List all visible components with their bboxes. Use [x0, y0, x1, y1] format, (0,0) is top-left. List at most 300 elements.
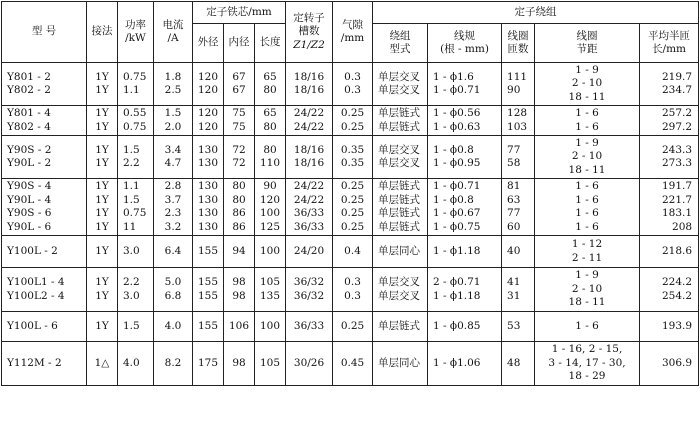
cell-line: 18/16	[293, 143, 325, 156]
cell-line: 0.45	[340, 356, 365, 369]
cell-line: 53	[507, 319, 521, 332]
header-slots: 定转子 槽数 Z1/Z2	[286, 2, 333, 63]
cell-line: 257.2	[662, 107, 693, 119]
cell-line: 1 - 9	[575, 136, 599, 149]
cell-inner-dia	[224, 179, 255, 236]
cell-power	[118, 179, 154, 236]
cell-line: 105	[259, 356, 281, 369]
cell-line: 3.7	[164, 193, 182, 206]
cell-line: 60	[507, 220, 521, 233]
cell-line: 单层链式	[378, 107, 421, 119]
cell-line: 86	[232, 207, 246, 219]
header-inner-dia: 内径	[224, 24, 255, 63]
cell-line: 130	[197, 180, 219, 192]
cell-line: 80	[263, 84, 277, 96]
cell-line: 1Y	[95, 319, 109, 332]
cell-line: 3 - 14, 17 - 30,	[548, 356, 626, 369]
cell-outer-dia	[193, 106, 224, 136]
cell-inner-dia	[224, 63, 255, 106]
cell-line: 1 - ϕ1.18	[433, 289, 481, 302]
cell-line: 单层链式	[378, 180, 421, 192]
cell-length	[255, 136, 286, 179]
cell-line: Y801 - 4	[7, 107, 51, 119]
cell-line: 单层链式	[378, 220, 421, 233]
cell-line: 1 - ϕ0.63	[433, 120, 481, 133]
table-row	[2, 136, 699, 179]
table-row	[2, 312, 699, 342]
cell-power	[118, 106, 154, 136]
cell-half-turn	[640, 179, 699, 236]
header-outer-dia: 外径	[193, 24, 224, 63]
cell-line: 98	[232, 276, 246, 288]
cell-line: Y90S - 6	[7, 207, 52, 219]
cell-line: 3.0	[123, 244, 140, 257]
cell-line: 4.0	[123, 356, 140, 369]
cell-line: 111	[507, 70, 528, 83]
cell-line: 18/16	[293, 70, 325, 83]
cell-line: 221.7	[662, 193, 693, 206]
cell-line: 36/33	[293, 220, 325, 233]
cell-line: 1Y	[95, 84, 109, 96]
cell-line: 1 - ϕ0.8	[433, 143, 474, 156]
cell-line: Y112M - 2	[7, 356, 62, 369]
cell-line: 1 - ϕ1.18	[433, 244, 481, 257]
cell-line: 1.1	[123, 180, 140, 192]
cell-line: 单层链式	[378, 319, 421, 332]
cell-line: 18/16	[293, 84, 325, 96]
cell-winding-type	[373, 312, 428, 342]
cell-turns	[502, 106, 535, 136]
cell-line: 75	[232, 107, 246, 119]
cell-line: 130	[197, 143, 219, 156]
header-model: 型 号	[2, 2, 87, 63]
cell-coil-pitch	[535, 106, 640, 136]
cell-power	[118, 136, 154, 179]
cell-line: 1.1	[123, 84, 140, 96]
cell-line: 1 - 9	[575, 63, 599, 76]
cell-line: Y90S - 4	[7, 180, 52, 192]
cell-line: 0.75	[123, 207, 147, 219]
cell-line: 1 - 6	[575, 180, 599, 192]
cell-line: 1 - 6	[575, 107, 599, 119]
cell-air-gap	[333, 236, 373, 268]
cell-outer-dia	[193, 312, 224, 342]
cell-inner-dia	[224, 136, 255, 179]
cell-line: 1 - ϕ0.8	[433, 193, 474, 206]
cell-line: 30/26	[293, 356, 325, 369]
cell-winding-type	[373, 268, 428, 312]
cell-air-gap	[333, 342, 373, 386]
cell-line: 6.4	[164, 244, 182, 257]
cell-line: Y100L - 2	[7, 244, 58, 257]
table-body	[2, 63, 699, 386]
cell-line: 80	[263, 143, 277, 156]
cell-line: 0.25	[340, 319, 365, 332]
cell-line: Y90L - 6	[7, 220, 52, 233]
cell-line: 81	[507, 180, 521, 192]
cell-current	[154, 268, 193, 312]
cell-line: 243.3	[662, 143, 693, 156]
cell-inner-dia	[224, 342, 255, 386]
cell-line: 1 - ϕ0.71	[433, 180, 481, 192]
cell-line: 254.2	[662, 289, 693, 302]
header-coil-pitch: 线圈 节距	[535, 24, 640, 63]
cell-line: 单层交叉	[378, 276, 421, 288]
cell-line: 1Y	[95, 276, 109, 288]
cell-line: 193.9	[662, 319, 693, 332]
cell-line: 1 - ϕ0.85	[433, 319, 481, 332]
cell-air-gap	[333, 179, 373, 236]
cell-half-turn	[640, 136, 699, 179]
cell-model	[2, 342, 87, 386]
cell-power	[118, 63, 154, 106]
cell-turns	[502, 63, 535, 106]
cell-coil-pitch	[535, 236, 640, 268]
cell-slots	[286, 342, 333, 386]
cell-line: 1 - ϕ0.56	[433, 107, 481, 119]
cell-line: 120	[197, 84, 219, 96]
cell-line: 90	[263, 180, 277, 192]
cell-line: 40	[507, 244, 521, 257]
cell-line: 0.4	[344, 244, 361, 257]
cell-line: 0.25	[340, 220, 365, 233]
cell-line: 0.3	[344, 289, 361, 302]
cell-line: 100	[259, 319, 281, 332]
cell-line: 98	[232, 356, 246, 369]
cell-line: 65	[263, 107, 277, 119]
cell-current	[154, 312, 193, 342]
cell-slots	[286, 179, 333, 236]
cell-turns	[502, 312, 535, 342]
cell-line: 110	[259, 157, 281, 169]
cell-line: 2 - 11	[571, 251, 603, 264]
cell-line: 2.3	[164, 207, 182, 219]
cell-line: 3.4	[164, 143, 182, 156]
cell-length	[255, 268, 286, 312]
cell-line: 1.5	[123, 193, 140, 206]
cell-winding-type	[373, 136, 428, 179]
cell-line: 1Y	[95, 157, 109, 169]
cell-line: 0.25	[340, 120, 365, 133]
cell-line: 1.8	[164, 70, 182, 83]
header-turns: 线圈 匝数	[502, 24, 535, 63]
cell-air-gap	[333, 268, 373, 312]
header-length: 长度	[255, 24, 286, 63]
cell-line: 1 - 6	[575, 207, 599, 219]
cell-line: 1.5	[123, 143, 140, 156]
cell-line: 80	[232, 193, 246, 206]
cell-inner-dia	[224, 312, 255, 342]
cell-line: 0.35	[340, 157, 365, 169]
cell-line: 24/22	[293, 107, 325, 119]
cell-model	[2, 63, 87, 106]
cell-line: 1△	[94, 356, 110, 369]
cell-line: 6.8	[164, 289, 182, 302]
cell-line: 120	[197, 120, 219, 133]
cell-line: 1.5	[164, 107, 182, 119]
cell-line: 100	[259, 207, 281, 219]
cell-wire-gauge	[428, 106, 502, 136]
cell-line: Y90L - 2	[7, 157, 52, 169]
cell-model	[2, 106, 87, 136]
cell-line: 120	[259, 193, 281, 206]
cell-line: 297.2	[662, 120, 693, 133]
cell-model	[2, 236, 87, 268]
cell-line: 100	[259, 244, 281, 257]
cell-line: 155	[197, 319, 219, 332]
cell-slots	[286, 106, 333, 136]
cell-line: Y802 - 2	[7, 84, 51, 96]
cell-line: 106	[228, 319, 250, 332]
cell-line: 2.0	[164, 120, 182, 133]
cell-line: 2 - ϕ0.71	[433, 276, 481, 288]
header-air-gap: 气隙 /mm	[333, 2, 373, 63]
cell-outer-dia	[193, 136, 224, 179]
cell-line: 130	[197, 193, 219, 206]
cell-line: 2.5	[164, 84, 182, 96]
table-row	[2, 179, 699, 236]
cell-line: 8.2	[164, 356, 182, 369]
cell-line: 128	[507, 107, 528, 119]
cell-line: 18 - 29	[568, 370, 606, 383]
cell-line: 219.7	[662, 70, 693, 83]
cell-line: 1 - ϕ1.06	[433, 356, 481, 369]
cell-line: 1 - ϕ0.75	[433, 220, 481, 233]
cell-line: 36/32	[293, 276, 325, 288]
cell-line: 94	[232, 244, 246, 257]
cell-line: 0.75	[123, 120, 147, 133]
cell-line: 120	[197, 70, 219, 83]
table-header	[2, 2, 699, 63]
cell-line: 130	[197, 207, 219, 219]
cell-line: 1 - 6	[575, 193, 599, 206]
header-stator-core: 定子铁芯/mm	[193, 2, 286, 24]
cell-line: 0.25	[340, 180, 365, 192]
cell-wire-gauge	[428, 342, 502, 386]
header-row-1	[2, 2, 699, 24]
cell-line: 103	[507, 120, 528, 133]
cell-connection	[87, 268, 118, 312]
cell-model	[2, 268, 87, 312]
cell-turns	[502, 342, 535, 386]
header-current: 电流 /A	[154, 2, 193, 63]
cell-winding-type	[373, 236, 428, 268]
cell-line: 1Y	[95, 289, 109, 302]
cell-line: 2.8	[164, 180, 182, 192]
cell-connection	[87, 342, 118, 386]
cell-current	[154, 63, 193, 106]
cell-line: 155	[197, 244, 219, 257]
cell-line: 77	[507, 207, 521, 219]
cell-line: 1Y	[95, 244, 109, 257]
cell-line: 2.2	[123, 276, 140, 288]
cell-line: 208	[672, 220, 693, 233]
cell-line: 67	[232, 84, 246, 96]
cell-line: 72	[232, 157, 246, 169]
cell-line: 4.0	[164, 319, 182, 332]
cell-line: 155	[197, 289, 219, 302]
cell-line: 86	[232, 220, 246, 233]
cell-connection	[87, 179, 118, 236]
cell-line: 1 - ϕ0.67	[433, 207, 481, 219]
cell-line: 单层链式	[378, 207, 421, 219]
cell-wire-gauge	[428, 236, 502, 268]
cell-line: 191.7	[662, 180, 693, 192]
cell-wire-gauge	[428, 136, 502, 179]
cell-line: Y90S - 2	[7, 143, 52, 156]
cell-line: Y801 - 2	[7, 70, 51, 83]
cell-line: 1 - 16, 2 - 15,	[551, 343, 623, 356]
cell-line: 175	[197, 356, 219, 369]
cell-line: 36/33	[293, 207, 325, 219]
cell-line: 1 - 9	[575, 269, 599, 282]
cell-air-gap	[333, 106, 373, 136]
cell-line: 24/22	[293, 193, 325, 206]
cell-line: 130	[197, 157, 219, 169]
cell-slots	[286, 136, 333, 179]
cell-outer-dia	[193, 236, 224, 268]
cell-line: 2.2	[123, 157, 140, 169]
cell-wire-gauge	[428, 63, 502, 106]
cell-line: 234.7	[662, 84, 693, 96]
cell-line: 1 - ϕ0.71	[433, 84, 481, 96]
cell-current	[154, 179, 193, 236]
cell-length	[255, 236, 286, 268]
cell-line: 48	[507, 356, 521, 369]
cell-line: 3.2	[164, 220, 182, 233]
cell-turns	[502, 268, 535, 312]
cell-line: 单层交叉	[378, 157, 421, 169]
cell-winding-type	[373, 63, 428, 106]
cell-line: Y100L - 6	[7, 319, 58, 332]
cell-line: 77	[507, 143, 521, 156]
cell-line: 72	[232, 143, 246, 156]
cell-line: 4.7	[164, 157, 182, 169]
cell-coil-pitch	[535, 268, 640, 312]
cell-line: 0.75	[123, 70, 147, 83]
cell-line: 125	[259, 220, 281, 233]
motor-winding-data-table	[1, 1, 699, 386]
cell-line: 5.0	[164, 276, 182, 288]
cell-winding-type	[373, 179, 428, 236]
cell-line: 24/20	[293, 244, 325, 257]
cell-line: 1 - ϕ0.95	[433, 157, 481, 169]
cell-line: 130	[197, 220, 219, 233]
cell-line: 98	[232, 289, 246, 302]
cell-turns	[502, 136, 535, 179]
cell-line: 80	[263, 120, 277, 133]
cell-connection	[87, 236, 118, 268]
cell-slots	[286, 63, 333, 106]
cell-air-gap	[333, 63, 373, 106]
cell-line: 306.9	[662, 356, 693, 369]
cell-outer-dia	[193, 63, 224, 106]
cell-line: 1 - 12	[571, 238, 603, 250]
table-row	[2, 342, 699, 386]
cell-line: 3.0	[123, 289, 140, 302]
cell-wire-gauge	[428, 179, 502, 236]
cell-line: 1 - 6	[575, 220, 599, 233]
cell-length	[255, 312, 286, 342]
cell-line: 67	[232, 70, 246, 83]
cell-length	[255, 106, 286, 136]
cell-line: 1Y	[95, 180, 109, 192]
table-row	[2, 63, 699, 106]
cell-connection	[87, 136, 118, 179]
cell-line: 58	[507, 157, 521, 169]
cell-inner-dia	[224, 236, 255, 268]
cell-line: 单层交叉	[378, 143, 421, 156]
cell-line: 75	[232, 120, 246, 133]
cell-line: 单层同心	[378, 356, 421, 369]
cell-half-turn	[640, 342, 699, 386]
cell-line: 1Y	[95, 193, 109, 206]
cell-line: 11	[123, 220, 137, 233]
cell-line: 41	[507, 276, 521, 288]
cell-line: 0.25	[340, 193, 365, 206]
cell-line: 90	[507, 84, 521, 96]
cell-line: 1.5	[123, 319, 140, 332]
cell-power	[118, 312, 154, 342]
cell-line: 1Y	[95, 70, 109, 83]
cell-half-turn	[640, 268, 699, 312]
cell-half-turn	[640, 236, 699, 268]
header-half-turn: 平均半匝 长/mm	[640, 24, 699, 63]
cell-line: 24/22	[293, 180, 325, 192]
cell-line: 单层交叉	[378, 289, 421, 302]
cell-line: 0.3	[344, 84, 361, 96]
cell-line: 18 - 11	[568, 163, 606, 176]
table-row	[2, 106, 699, 136]
cell-line: 120	[197, 107, 219, 119]
cell-line: 0.3	[344, 70, 361, 83]
cell-line: 0.25	[340, 207, 365, 219]
cell-coil-pitch	[535, 136, 640, 179]
cell-line: 18 - 11	[568, 90, 606, 103]
cell-line: 224.2	[662, 276, 693, 288]
cell-line: 63	[507, 193, 521, 206]
cell-line: 31	[507, 289, 521, 302]
header-power: 功率 /kW	[118, 2, 154, 63]
cell-model	[2, 179, 87, 236]
cell-line: 1Y	[95, 107, 109, 119]
cell-line: 1 - 6	[575, 319, 599, 332]
cell-coil-pitch	[535, 179, 640, 236]
cell-line: 0.3	[344, 276, 361, 288]
cell-line: 36/32	[293, 289, 325, 302]
cell-wire-gauge	[428, 268, 502, 312]
header-connection: 接法	[87, 2, 118, 63]
cell-slots	[286, 312, 333, 342]
cell-line: 36/33	[293, 319, 325, 332]
cell-inner-dia	[224, 268, 255, 312]
cell-coil-pitch	[535, 312, 640, 342]
cell-length	[255, 63, 286, 106]
cell-air-gap	[333, 136, 373, 179]
cell-line: 18 - 11	[568, 296, 606, 309]
cell-winding-type	[373, 106, 428, 136]
cell-turns	[502, 236, 535, 268]
cell-connection	[87, 312, 118, 342]
cell-inner-dia	[224, 106, 255, 136]
cell-wire-gauge	[428, 312, 502, 342]
cell-connection	[87, 106, 118, 136]
cell-line: 单层交叉	[378, 70, 421, 83]
cell-line: 135	[259, 289, 281, 302]
cell-line: 18/16	[293, 157, 325, 169]
header-wire-gauge: 线规 (根 - mm)	[428, 24, 502, 63]
cell-current	[154, 136, 193, 179]
